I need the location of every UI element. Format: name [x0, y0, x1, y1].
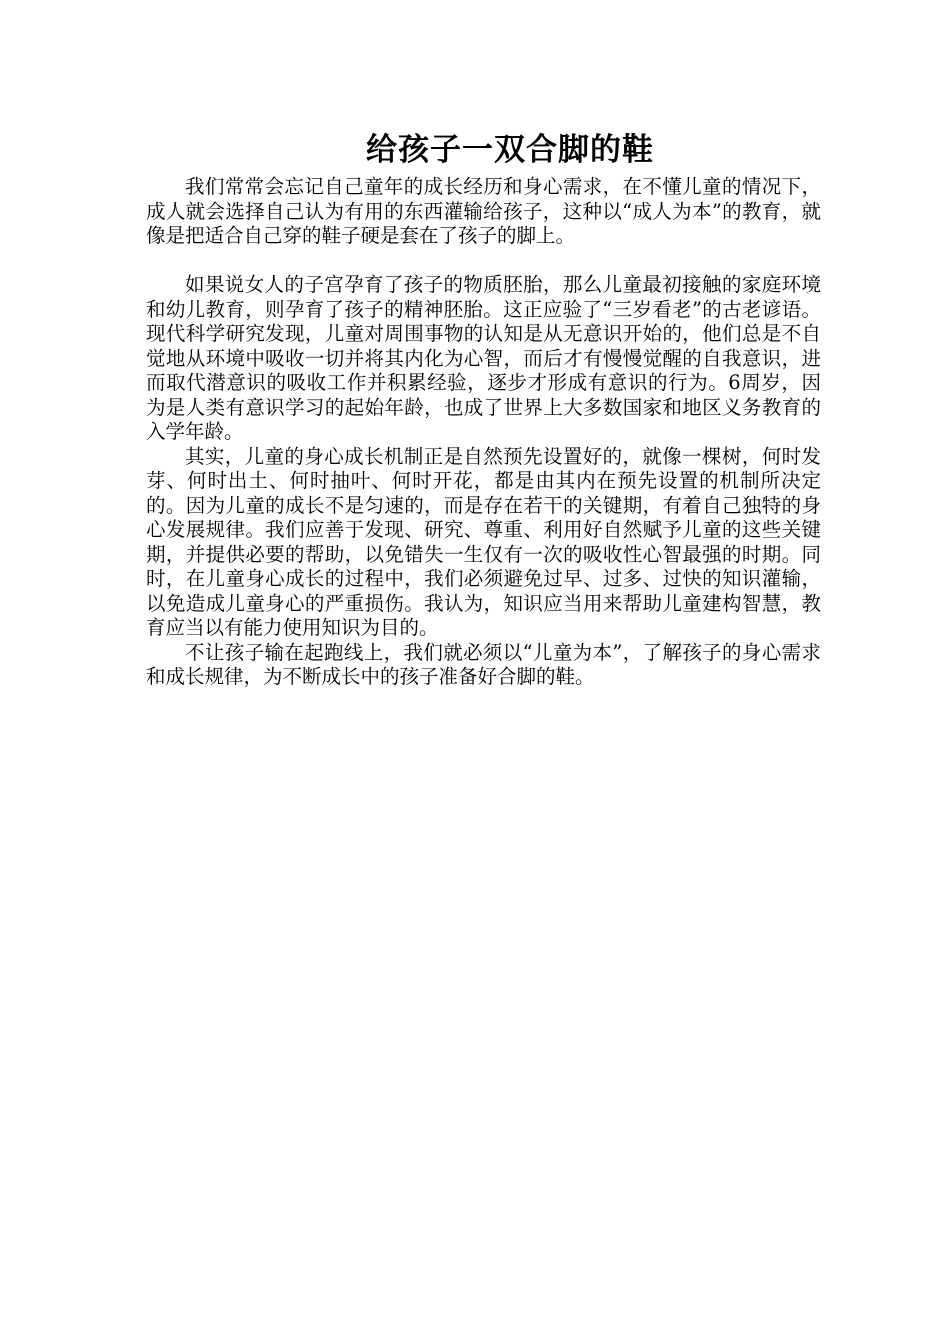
- paragraph-1: 我们常常会忘记自己童年的成长经历和身心需求，在不懂儿童的情况下，成人就会选择自己认为有用的东西灌输给孩子，这种以“成人为本”的教育，就像是把适合自己穿的鞋子硬是套在了孩子的脚上。: [146, 175, 821, 247]
- document-title: 给孩子一双合脚的鞋: [366, 132, 654, 168]
- document-body: [146, 175, 821, 690]
- paragraph-2: 如果说女人的子宫孕育了孩子的物质胚胎，那么儿童最初接触的家庭环境和幼儿教育，则孕育了孩子的精神胚胎。这正应验了“三岁看老”的古老谚语。现代科学研究发现，儿童对周围事物的认知是从无意识开始的，他们总是不自觉地从环境中吸收一切并将其内化为心智，而后才有慢慢觉醒的自我意识，进而取代潜意识的吸收工作并积累经验，逐步才形成有意识的行为。6周岁，因为是人类有意识学习的起始年龄，也成了世界上大多数国家和地区义务教育的入学年龄。: [146, 273, 821, 443]
- paragraph-4: 不让孩子输在起跑线上，我们就必须以“儿童为本”，了解孩子的身心需求和成长规律，为不断成长中的孩子准备好合脚的鞋。: [146, 640, 821, 688]
- paragraph-3: 其实，儿童的身心成长机制正是自然预先设置好的，就像一棵树，何时发芽、何时出土、何时抽叶、何时开花，都是由其内在预先设置的机制所决定的。因为儿童的成长不是匀速的，而是存在若干的关键期，有着自己独特的身心发展规律。我们应善于发现、研究、尊重、利用好自然赋予儿童的这些关键期，并提供必要的帮助，以免错失一生仅有一次的吸收性心智最强的时期。同时，在儿童身心成长的过程中，我们必须避免过早、过多、过快的知识灌输，以免造成儿童身心的严重损伤。我认为，知识应当用来帮助儿童建构智慧，教育应当以有能力使用知识为目的。: [146, 444, 821, 639]
